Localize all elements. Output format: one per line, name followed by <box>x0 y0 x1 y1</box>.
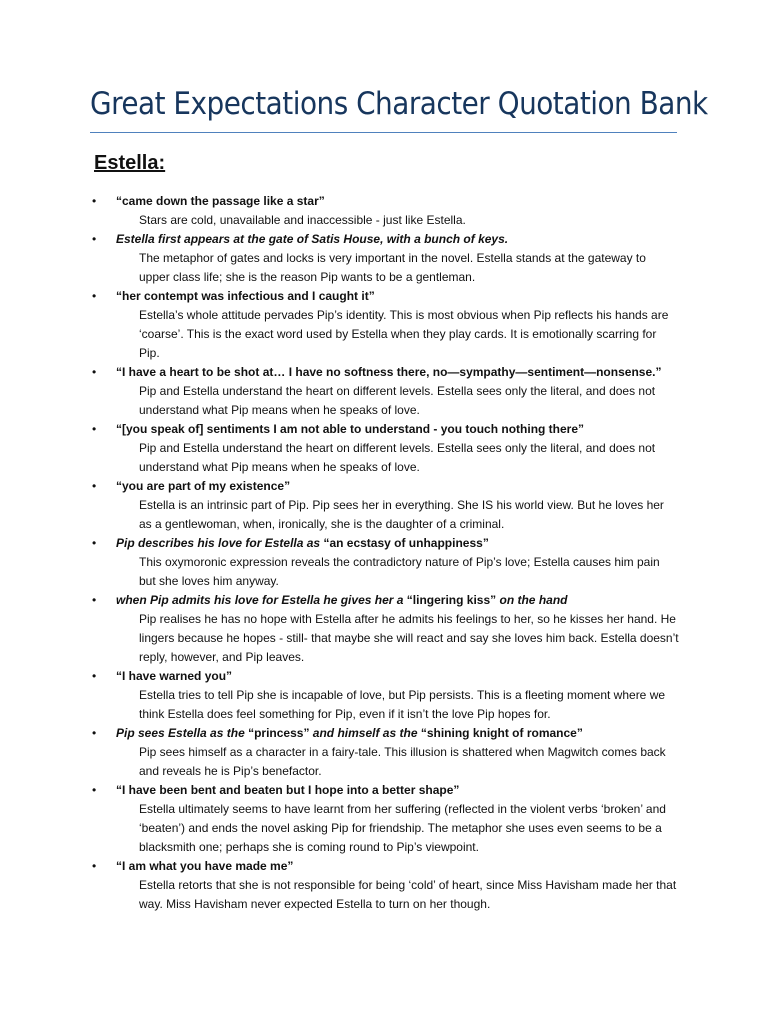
bullet: • <box>92 726 97 740</box>
quotation <box>116 534 676 553</box>
quotation-analysis: Estella is an intrinsic part of Pip. Pip sees her in everything. She IS his world view. But he loves her as a gentlewoman, when, ironically, she is the daughter of a criminal. <box>139 498 664 531</box>
quotation-phrase: “lingering kiss” <box>406 593 497 607</box>
document-title: Great Expectations Character Quotation Bank <box>90 86 708 122</box>
list-item <box>0 724 768 781</box>
bullet: • <box>92 536 97 550</box>
quotation-intro: Pip sees Estella as the <box>116 726 245 740</box>
title-underline <box>90 132 677 133</box>
quotation: “[you speak of] sentiments I am not able to understand - you touch nothing there” <box>116 422 585 436</box>
quotation-phrase: “princess” <box>248 726 310 740</box>
list-item <box>0 534 768 591</box>
quotation <box>116 724 676 743</box>
quotation-analysis: Pip and Estella understand the heart on different levels. Estella sees only the literal, and does not understand what Pip means when he speaks of love. <box>139 441 656 474</box>
quotation-analysis: Pip realises he has no hope with Estella after he admits his feelings to her, so he kisses her hand. He lingers because he hopes - still- that maybe she will react and say she loves him back. Estella doesn’t reply, however, and Pip leaves. <box>139 612 679 664</box>
quotation-analysis: Estella retorts that she is not responsible for being ‘cold’ of heart, since Miss Havisham made her that way. Miss Havisham never expected Estella to turn on her though. <box>139 878 677 911</box>
quotation-analysis: The metaphor of gates and locks is very important in the novel. Estella stands at the gateway to upper class life; she is the reason Pip wants to be a gentleman. <box>139 251 646 284</box>
quotation: “I have a heart to be shot at… I have no softness there, no—sympathy—sentiment—nonsense.” <box>116 365 662 379</box>
quotation <box>116 591 676 610</box>
quotation: “you are part of my existence” <box>116 479 291 493</box>
list-item <box>0 667 768 724</box>
bullet: • <box>92 422 97 436</box>
quotation-analysis: Estella tries to tell Pip she is incapable of love, but Pip persists. This is a fleeting moment where we think Estella does feel something for Pip, even if it isn’t the love Pip hopes for. <box>139 688 666 721</box>
bullet: • <box>92 783 97 797</box>
quotation-outro: on the hand <box>499 593 568 607</box>
quotation: “came down the passage like a star” <box>116 194 325 208</box>
list-item <box>0 363 768 420</box>
bullet: • <box>92 859 97 873</box>
list-item <box>0 192 768 230</box>
quotation: “I have been bent and beaten but I hope into a better shape” <box>116 783 460 797</box>
section-heading: Estella: <box>94 152 166 174</box>
quotation-intro: Pip describes his love for Estella as <box>116 536 321 550</box>
quotation: Estella first appears at the gate of Satis House, with a bunch of keys. <box>116 232 509 246</box>
quotation-phrase: “shining knight of romance” <box>420 726 583 740</box>
quotation-analysis: Estella ultimately seems to have learnt from her suffering (reflected in the violent verbs ‘broken’ and ‘beaten’) and ends the novel asking Pip for friendship. The metaphor she uses even seems to be a blacksmith one; perhaps she is coming round to Pip’s viewpoint. <box>139 802 666 854</box>
quotation: “I am what you have made me” <box>116 859 294 873</box>
list-item <box>0 857 768 914</box>
list-item <box>0 287 768 363</box>
quotation-analysis: Pip and Estella understand the heart on different levels. Estella sees only the literal, and does not understand what Pip means when he speaks of love. <box>139 384 656 417</box>
quotation-mid: and himself as the <box>312 726 418 740</box>
bullet: • <box>92 289 97 303</box>
bullet: • <box>92 194 97 208</box>
quotation-phrase: “an ecstasy of unhappiness” <box>323 536 489 550</box>
bullet: • <box>92 479 97 493</box>
bullet: • <box>92 365 97 379</box>
bullet: • <box>92 232 97 246</box>
quotation: “I have warned you” <box>116 669 233 683</box>
quotation: “her contempt was infectious and I caught it” <box>116 289 375 303</box>
list-item <box>0 420 768 477</box>
list-item <box>0 477 768 534</box>
quotation-analysis: Stars are cold, unavailable and inaccessible - just like Estella. <box>139 213 466 227</box>
quotation-analysis: This oxymoronic expression reveals the contradictory nature of Pip’s love; Estella causes him pain but she loves him anyway. <box>139 555 660 588</box>
quotation-analysis: Pip sees himself as a character in a fairy-tale. This illusion is shattered when Magwitch comes back and reveals he is Pip’s benefactor. <box>139 745 666 778</box>
bullet: • <box>92 593 97 607</box>
list-item <box>0 591 768 667</box>
list-item <box>0 230 768 287</box>
quotation-analysis: Estella’s whole attitude pervades Pip’s identity. This is most obvious when Pip reflects his hands are ‘coarse’. This is the exact word used by Estella when they play cards. It is emotionally scarring for Pip. <box>139 308 669 360</box>
list-item <box>0 781 768 857</box>
quotation-list <box>0 192 768 914</box>
bullet: • <box>92 669 97 683</box>
quotation-intro: when Pip admits his love for Estella he gives her a <box>116 593 404 607</box>
